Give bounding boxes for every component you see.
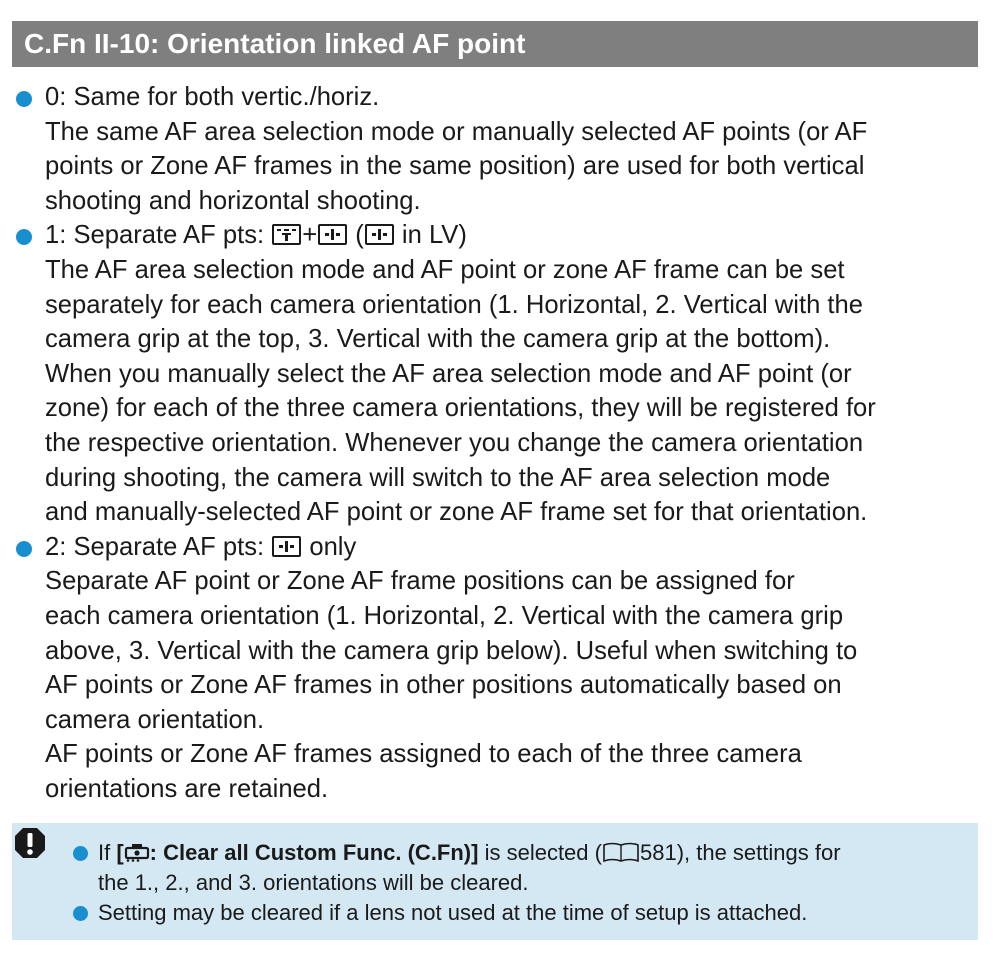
option-2-line-6: AF points or Zone AF frames assigned to each of the three camera (45, 740, 802, 769)
section-title: C.Fn II-10: Orientation linked AF point (24, 28, 526, 59)
option-2-title-suffix: only (302, 532, 357, 561)
caution-item-1: If [ : Clear all Custom Func. (C.Fn)] is selected ( 581), the settings for (98, 840, 841, 865)
option-1-line-3: camera grip at the top, 3. Vertical with the camera grip at the bottom). (45, 325, 831, 354)
page-reference[interactable]: 581 (639, 840, 677, 865)
warning-icon (12, 826, 48, 862)
option-2 (0, 530, 999, 807)
af-point-select-icon (318, 224, 347, 245)
camera-icon (124, 842, 150, 862)
option-0-line-3: shooting and horizontal shooting. (45, 186, 421, 215)
option-1-line-2: separately for each camera orientation (1. Horizontal, 2. Vertical with the (45, 290, 863, 319)
option-0 (0, 80, 999, 218)
option-2-line-4: AF points or Zone AF frames in other positions automatically based on (45, 671, 842, 700)
book-icon (602, 841, 640, 863)
bullet-icon (16, 541, 32, 557)
option-2-line-7: orientations are retained. (45, 774, 329, 803)
option-0-line-1: The same AF area selection mode or manually selected AF points (or AF (45, 117, 868, 146)
option-2-title (45, 530, 999, 565)
option-1-line-7: during shooting, the camera will switch to the AF area selection mode (45, 463, 831, 492)
bullet-icon (73, 906, 88, 921)
option-1-title-suffix: in LV) (394, 221, 467, 250)
option-0-title: 0: Same for both vertic./horiz. (45, 83, 380, 111)
option-1-line-4: When you manually select the AF area selection mode and AF point (or (45, 359, 852, 388)
option-1-line-5: zone) for each of the three camera orientations, they will be registered for (45, 394, 876, 423)
option-1-line-1: The AF area selection mode and AF point or zone AF frame can be set (45, 255, 845, 284)
option-2-line-2: each camera orientation (1. Horizontal, 2. Vertical with the camera grip (45, 601, 844, 630)
option-2-title-prefix: 2: Separate AF pts: (45, 532, 272, 561)
bullet-icon (73, 846, 88, 861)
option-1-line-6: the respective orientation. Whenever you change the camera orientation (45, 428, 864, 457)
option-1 (0, 218, 999, 529)
section-header (12, 21, 978, 67)
option-1-plus: + (302, 221, 318, 250)
af-point-select-icon (272, 536, 301, 557)
option-list (0, 80, 999, 806)
option-1-paren: ( (348, 221, 364, 250)
caution-item-2: Setting may be cleared if a lens not used at the time of setup is attached. (98, 900, 808, 925)
option-2-line-3: above, 3. Vertical with the camera grip below). Useful when switching to (45, 636, 858, 665)
option-2-line-5: camera orientation. (45, 705, 265, 734)
bullet-icon (16, 229, 32, 245)
option-1-title-prefix: 1: Separate AF pts: (45, 221, 272, 250)
af-point-select-icon (365, 224, 394, 245)
option-0-line-2: points or Zone AF frames in the same position) are used for both vertical (45, 152, 865, 181)
option-1-line-8: and manually-selected AF point or zone AF frame set for that orientation. (45, 498, 868, 527)
option-1-title (45, 218, 999, 253)
caution-item-1-line-2: the 1., 2., and 3. orientations will be cleared. (98, 870, 529, 895)
option-2-line-1: Separate AF point or Zone AF frame positions can be assigned for (45, 567, 795, 596)
af-area-mode-icon (272, 224, 301, 245)
bullet-icon (16, 91, 32, 107)
